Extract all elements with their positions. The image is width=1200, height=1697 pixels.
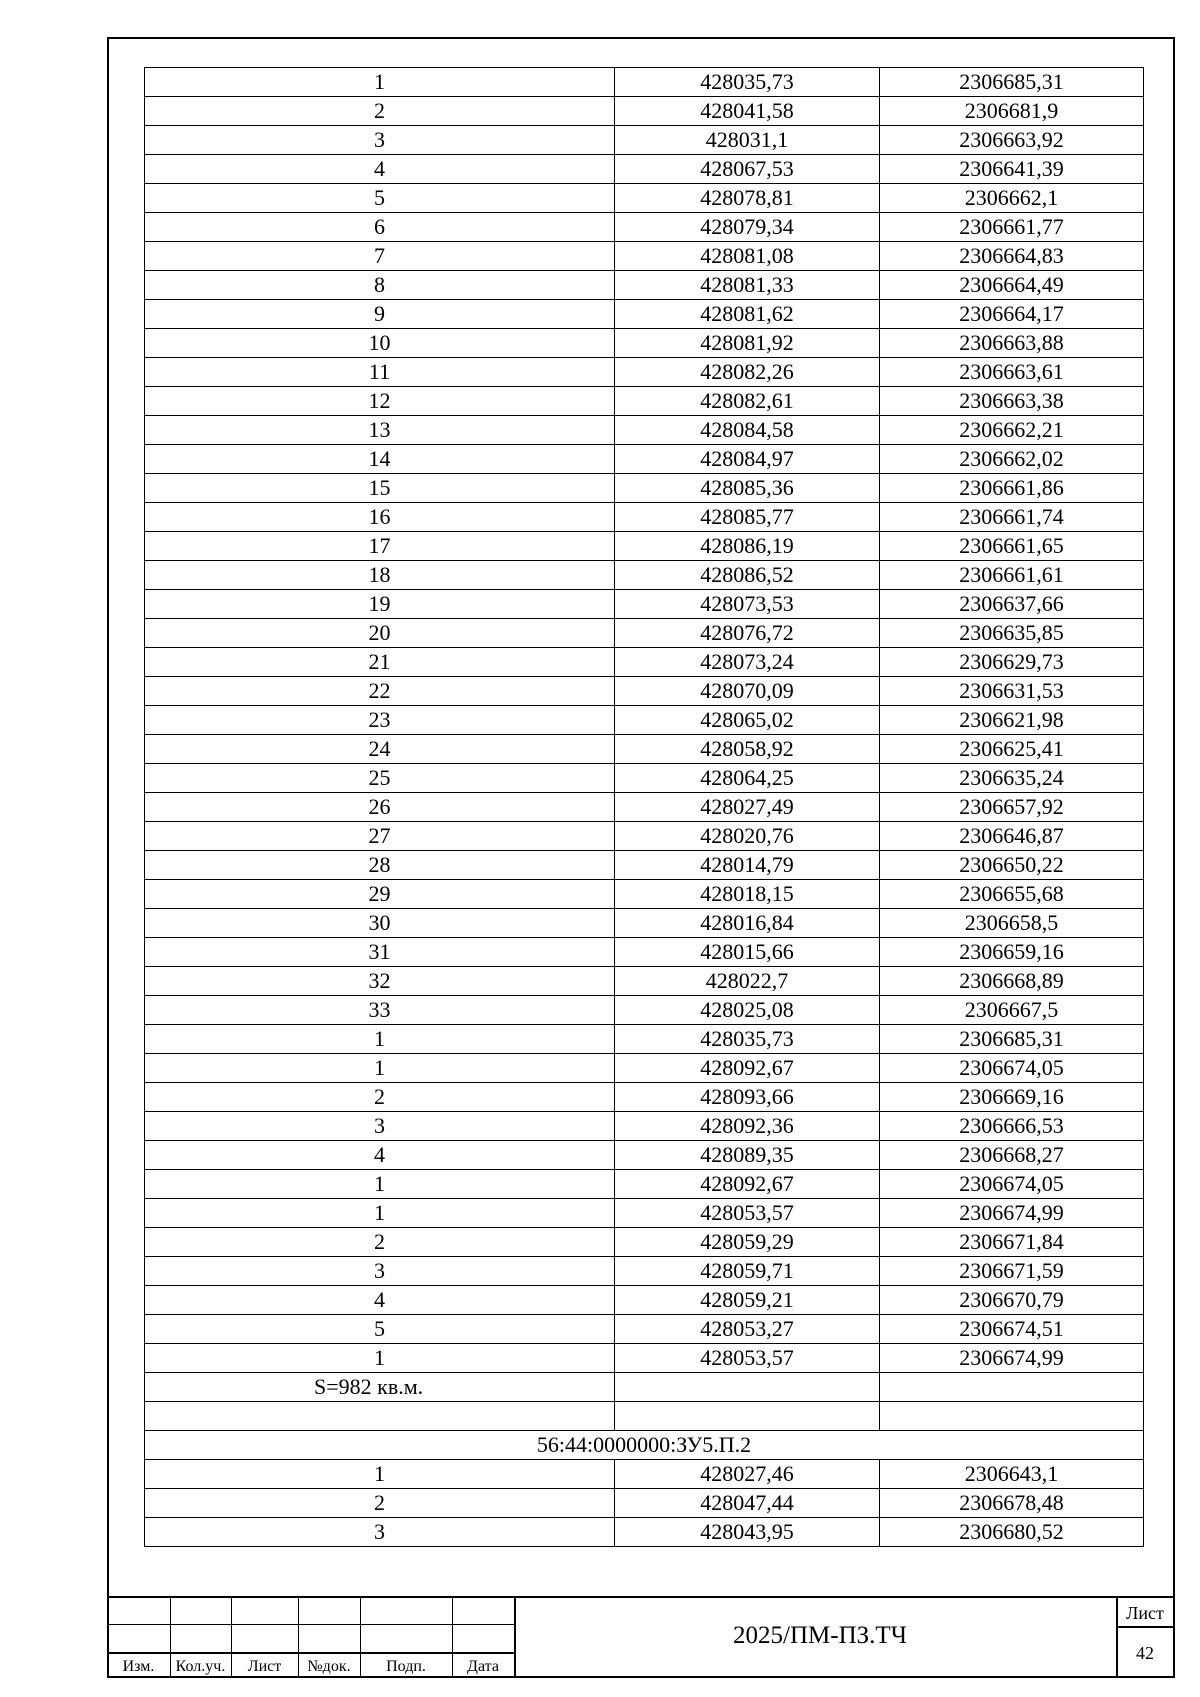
x-coordinate-cell: 428081,33 xyxy=(615,271,880,300)
empty-cell xyxy=(880,1402,1144,1431)
table-row xyxy=(145,300,1144,329)
x-coordinate-cell: 428064,25 xyxy=(615,764,880,793)
point-number-cell: 27 xyxy=(145,822,615,851)
table-row xyxy=(145,793,1144,822)
y-coordinate-cell: 2306659,16 xyxy=(880,938,1144,967)
title-block-line xyxy=(107,1652,515,1654)
coordinates-table-body xyxy=(145,68,1144,1547)
table-row xyxy=(145,880,1144,909)
point-number-cell: 16 xyxy=(145,503,615,532)
table-row xyxy=(145,967,1144,996)
point-number-cell: 1 xyxy=(145,1344,615,1373)
empty-cell xyxy=(615,1402,880,1431)
y-coordinate-cell: 2306674,05 xyxy=(880,1054,1144,1083)
x-coordinate-cell: 428053,27 xyxy=(615,1315,880,1344)
y-coordinate-cell: 2306674,05 xyxy=(880,1170,1144,1199)
table-row xyxy=(145,648,1144,677)
x-coordinate-cell: 428035,73 xyxy=(615,68,880,97)
x-coordinate-cell: 428081,62 xyxy=(615,300,880,329)
y-coordinate-cell: 2306674,99 xyxy=(880,1344,1144,1373)
stamp-label-signature: Подп. xyxy=(386,1658,426,1675)
empty-cell xyxy=(615,1373,880,1402)
y-coordinate-cell: 2306667,5 xyxy=(880,996,1144,1025)
point-number-cell: 28 xyxy=(145,851,615,880)
coordinates-table xyxy=(144,67,1144,1547)
table-row xyxy=(145,97,1144,126)
x-coordinate-cell: 428059,21 xyxy=(615,1286,880,1315)
point-number-cell: 3 xyxy=(145,1257,615,1286)
point-number-cell: 17 xyxy=(145,532,615,561)
point-number-cell: 29 xyxy=(145,880,615,909)
y-coordinate-cell: 2306662,21 xyxy=(880,416,1144,445)
empty-cell xyxy=(145,1402,615,1431)
point-number-cell: 22 xyxy=(145,677,615,706)
y-coordinate-cell: 2306681,9 xyxy=(880,97,1144,126)
point-number-cell: 1 xyxy=(145,68,615,97)
table-row xyxy=(145,68,1144,97)
x-coordinate-cell: 428041,58 xyxy=(615,97,880,126)
point-number-cell: 3 xyxy=(145,1518,615,1547)
table-row xyxy=(145,1228,1144,1257)
table-row xyxy=(145,213,1144,242)
table-row xyxy=(145,1054,1144,1083)
y-coordinate-cell: 2306646,87 xyxy=(880,822,1144,851)
table-row xyxy=(145,764,1144,793)
y-coordinate-cell: 2306668,27 xyxy=(880,1141,1144,1170)
table-row xyxy=(145,1315,1144,1344)
y-coordinate-cell: 2306658,5 xyxy=(880,909,1144,938)
point-number-cell: 2 xyxy=(145,1228,615,1257)
y-coordinate-cell: 2306655,68 xyxy=(880,880,1144,909)
table-row xyxy=(145,1460,1144,1489)
y-coordinate-cell: 2306635,85 xyxy=(880,619,1144,648)
point-number-cell: 5 xyxy=(145,184,615,213)
table-row xyxy=(145,242,1144,271)
table-row xyxy=(145,822,1144,851)
area-row xyxy=(145,1373,1144,1402)
x-coordinate-cell: 428086,19 xyxy=(615,532,880,561)
y-coordinate-cell: 2306635,24 xyxy=(880,764,1144,793)
y-coordinate-cell: 2306662,1 xyxy=(880,184,1144,213)
title-block-line xyxy=(1117,1626,1175,1628)
y-coordinate-cell: 2306685,31 xyxy=(880,68,1144,97)
point-number-cell: 5 xyxy=(145,1315,615,1344)
table-row xyxy=(145,1257,1144,1286)
y-coordinate-cell: 2306661,77 xyxy=(880,213,1144,242)
table-row xyxy=(145,1286,1144,1315)
x-coordinate-cell: 428092,36 xyxy=(615,1112,880,1141)
x-coordinate-cell: 428053,57 xyxy=(615,1199,880,1228)
table-row xyxy=(145,155,1144,184)
point-number-cell: 15 xyxy=(145,474,615,503)
table-row xyxy=(145,184,1144,213)
y-coordinate-cell: 2306629,73 xyxy=(880,648,1144,677)
table-row xyxy=(145,503,1144,532)
y-coordinate-cell: 2306678,48 xyxy=(880,1489,1144,1518)
x-coordinate-cell: 428067,53 xyxy=(615,155,880,184)
x-coordinate-cell: 428084,97 xyxy=(615,445,880,474)
y-coordinate-cell: 2306661,65 xyxy=(880,532,1144,561)
x-coordinate-cell: 428085,36 xyxy=(615,474,880,503)
x-coordinate-cell: 428073,53 xyxy=(615,590,880,619)
table-row xyxy=(145,1489,1144,1518)
x-coordinate-cell: 428022,7 xyxy=(615,967,880,996)
table-row xyxy=(145,1518,1144,1547)
y-coordinate-cell: 2306641,39 xyxy=(880,155,1144,184)
y-coordinate-cell: 2306674,99 xyxy=(880,1199,1144,1228)
y-coordinate-cell: 2306671,84 xyxy=(880,1228,1144,1257)
parcel-title: 56:44:0000000:ЗУ5.П.2 xyxy=(145,1431,1144,1460)
blank-row xyxy=(145,1402,1144,1431)
empty-cell xyxy=(880,1373,1144,1402)
area-cell: S=982 кв.м. xyxy=(145,1373,615,1402)
point-number-cell: 32 xyxy=(145,967,615,996)
table-row xyxy=(145,996,1144,1025)
y-coordinate-cell: 2306663,38 xyxy=(880,387,1144,416)
x-coordinate-cell: 428059,71 xyxy=(615,1257,880,1286)
table-row xyxy=(145,851,1144,880)
y-coordinate-cell: 2306643,1 xyxy=(880,1460,1144,1489)
x-coordinate-cell: 428031,1 xyxy=(615,126,880,155)
point-number-cell: 20 xyxy=(145,619,615,648)
point-number-cell: 23 xyxy=(145,706,615,735)
y-coordinate-cell: 2306662,02 xyxy=(880,445,1144,474)
y-coordinate-cell: 2306657,92 xyxy=(880,793,1144,822)
table-row xyxy=(145,619,1144,648)
x-coordinate-cell: 428084,58 xyxy=(615,416,880,445)
y-coordinate-cell: 2306671,59 xyxy=(880,1257,1144,1286)
point-number-cell: 10 xyxy=(145,329,615,358)
y-coordinate-cell: 2306674,51 xyxy=(880,1315,1144,1344)
x-coordinate-cell: 428085,77 xyxy=(615,503,880,532)
x-coordinate-cell: 428073,24 xyxy=(615,648,880,677)
y-coordinate-cell: 2306637,66 xyxy=(880,590,1144,619)
x-coordinate-cell: 428059,29 xyxy=(615,1228,880,1257)
x-coordinate-cell: 428058,92 xyxy=(615,735,880,764)
y-coordinate-cell: 2306661,74 xyxy=(880,503,1144,532)
point-number-cell: 4 xyxy=(145,1286,615,1315)
table-row xyxy=(145,474,1144,503)
x-coordinate-cell: 428081,92 xyxy=(615,329,880,358)
point-number-cell: 21 xyxy=(145,648,615,677)
stamp-label-doc-number: №док. xyxy=(307,1658,351,1675)
table-row xyxy=(145,909,1144,938)
x-coordinate-cell: 428053,57 xyxy=(615,1344,880,1373)
point-number-cell: 7 xyxy=(145,242,615,271)
table-row xyxy=(145,126,1144,155)
y-coordinate-cell: 2306661,86 xyxy=(880,474,1144,503)
table-row xyxy=(145,271,1144,300)
table-row xyxy=(145,445,1144,474)
table-row xyxy=(145,1112,1144,1141)
y-coordinate-cell: 2306670,79 xyxy=(880,1286,1144,1315)
y-coordinate-cell: 2306668,89 xyxy=(880,967,1144,996)
x-coordinate-cell: 428082,61 xyxy=(615,387,880,416)
x-coordinate-cell: 428043,95 xyxy=(615,1518,880,1547)
y-coordinate-cell: 2306663,92 xyxy=(880,126,1144,155)
point-number-cell: 1 xyxy=(145,1170,615,1199)
x-coordinate-cell: 428086,52 xyxy=(615,561,880,590)
table-row xyxy=(145,1025,1144,1054)
point-number-cell: 14 xyxy=(145,445,615,474)
x-coordinate-cell: 428081,08 xyxy=(615,242,880,271)
x-coordinate-cell: 428047,44 xyxy=(615,1489,880,1518)
y-coordinate-cell: 2306625,41 xyxy=(880,735,1144,764)
point-number-cell: 3 xyxy=(145,126,615,155)
y-coordinate-cell: 2306650,22 xyxy=(880,851,1144,880)
x-coordinate-cell: 428079,34 xyxy=(615,213,880,242)
point-number-cell: 1 xyxy=(145,1054,615,1083)
table-row xyxy=(145,706,1144,735)
y-coordinate-cell: 2306663,88 xyxy=(880,329,1144,358)
sheet-number: 42 xyxy=(1136,1643,1154,1663)
x-coordinate-cell: 428027,46 xyxy=(615,1460,880,1489)
y-coordinate-cell: 2306631,53 xyxy=(880,677,1144,706)
table-row xyxy=(145,329,1144,358)
y-coordinate-cell: 2306685,31 xyxy=(880,1025,1144,1054)
x-coordinate-cell: 428092,67 xyxy=(615,1170,880,1199)
x-coordinate-cell: 428015,66 xyxy=(615,938,880,967)
table-row xyxy=(145,387,1144,416)
y-coordinate-cell: 2306680,52 xyxy=(880,1518,1144,1547)
table-row xyxy=(145,735,1144,764)
x-coordinate-cell: 428078,81 xyxy=(615,184,880,213)
x-coordinate-cell: 428093,66 xyxy=(615,1083,880,1112)
y-coordinate-cell: 2306621,98 xyxy=(880,706,1144,735)
point-number-cell: 1 xyxy=(145,1460,615,1489)
x-coordinate-cell: 428016,84 xyxy=(615,909,880,938)
x-coordinate-cell: 428025,08 xyxy=(615,996,880,1025)
point-number-cell: 1 xyxy=(145,1199,615,1228)
point-number-cell: 8 xyxy=(145,271,615,300)
document-code: 2025/ПМ-ПЗ.ТЧ xyxy=(733,1622,907,1649)
table-row xyxy=(145,1141,1144,1170)
point-number-cell: 18 xyxy=(145,561,615,590)
table-row xyxy=(145,677,1144,706)
table-row xyxy=(145,1170,1144,1199)
title-block xyxy=(107,1596,1175,1678)
point-number-cell: 12 xyxy=(145,387,615,416)
y-coordinate-cell: 2306661,61 xyxy=(880,561,1144,590)
point-number-cell: 33 xyxy=(145,996,615,1025)
point-number-cell: 4 xyxy=(145,155,615,184)
stamp-label-sheet: Лист xyxy=(247,1658,282,1675)
table-row xyxy=(145,416,1144,445)
table-row xyxy=(145,1199,1144,1228)
x-coordinate-cell: 428089,35 xyxy=(615,1141,880,1170)
parcel-title-row xyxy=(145,1431,1144,1460)
point-number-cell: 3 xyxy=(145,1112,615,1141)
x-coordinate-cell: 428065,02 xyxy=(615,706,880,735)
point-number-cell: 26 xyxy=(145,793,615,822)
point-number-cell: 11 xyxy=(145,358,615,387)
sheet-label: Лист xyxy=(1126,1603,1164,1623)
point-number-cell: 9 xyxy=(145,300,615,329)
point-number-cell: 6 xyxy=(145,213,615,242)
point-number-cell: 31 xyxy=(145,938,615,967)
x-coordinate-cell: 428027,49 xyxy=(615,793,880,822)
table-row xyxy=(145,1083,1144,1112)
x-coordinate-cell: 428018,15 xyxy=(615,880,880,909)
point-number-cell: 30 xyxy=(145,909,615,938)
point-number-cell: 4 xyxy=(145,1141,615,1170)
table-row xyxy=(145,561,1144,590)
x-coordinate-cell: 428092,67 xyxy=(615,1054,880,1083)
table-row xyxy=(145,590,1144,619)
stamp-label-quantity: Кол.уч. xyxy=(175,1658,226,1675)
y-coordinate-cell: 2306664,83 xyxy=(880,242,1144,271)
point-number-cell: 19 xyxy=(145,590,615,619)
title-block-line xyxy=(107,1624,515,1625)
point-number-cell: 24 xyxy=(145,735,615,764)
stamp-label-date: Дата xyxy=(467,1658,499,1675)
x-coordinate-cell: 428035,73 xyxy=(615,1025,880,1054)
point-number-cell: 25 xyxy=(145,764,615,793)
x-coordinate-cell: 428070,09 xyxy=(615,677,880,706)
table-row xyxy=(145,1344,1144,1373)
table-row xyxy=(145,938,1144,967)
x-coordinate-cell: 428082,26 xyxy=(615,358,880,387)
point-number-cell: 2 xyxy=(145,1083,615,1112)
x-coordinate-cell: 428076,72 xyxy=(615,619,880,648)
point-number-cell: 2 xyxy=(145,97,615,126)
x-coordinate-cell: 428014,79 xyxy=(615,851,880,880)
y-coordinate-cell: 2306666,53 xyxy=(880,1112,1144,1141)
stamp-label-change: Изм. xyxy=(122,1658,155,1675)
x-coordinate-cell: 428020,76 xyxy=(615,822,880,851)
y-coordinate-cell: 2306664,17 xyxy=(880,300,1144,329)
y-coordinate-cell: 2306669,16 xyxy=(880,1083,1144,1112)
table-row xyxy=(145,358,1144,387)
point-number-cell: 2 xyxy=(145,1489,615,1518)
point-number-cell: 1 xyxy=(145,1025,615,1054)
point-number-cell: 13 xyxy=(145,416,615,445)
table-row xyxy=(145,532,1144,561)
y-coordinate-cell: 2306663,61 xyxy=(880,358,1144,387)
y-coordinate-cell: 2306664,49 xyxy=(880,271,1144,300)
